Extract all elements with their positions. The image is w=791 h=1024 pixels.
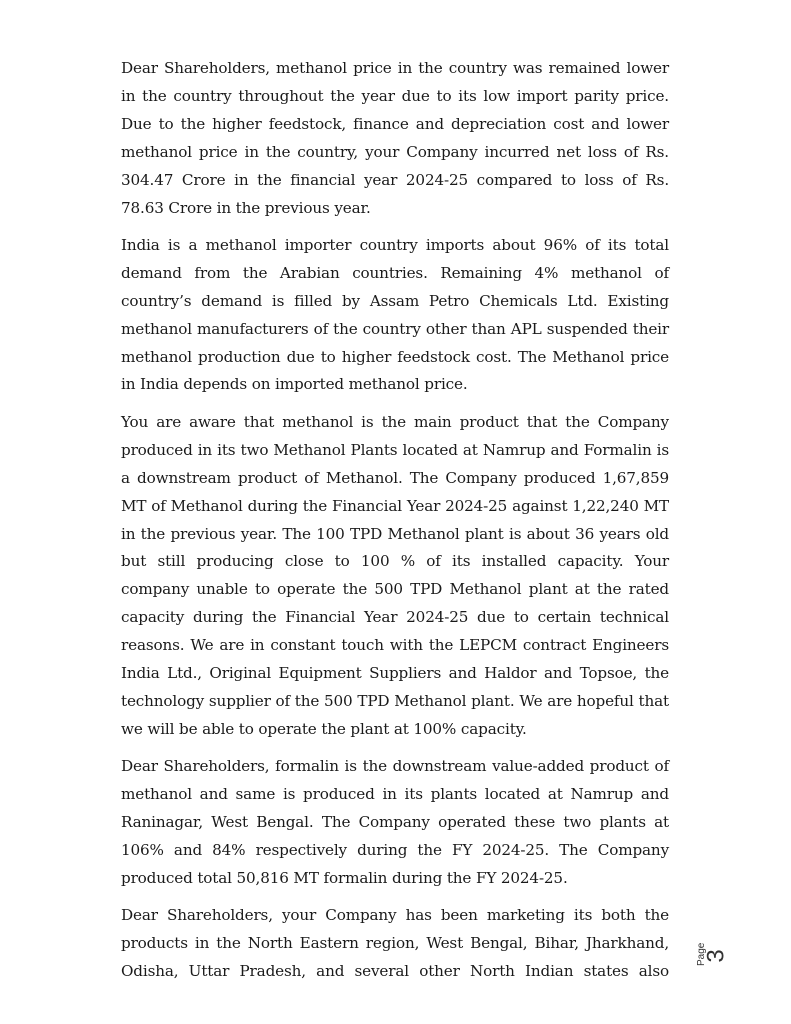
page-label: Page [696,942,707,966]
paragraph-formalin-production: Dear Shareholders, formalin is the downstream value-added product of methanol and same is produced in its plants located at Namrup and Raninagar, West Bengal. The Company operated these two plants at 106% and 84% respectively during the FY 2024-25. The Company produced total 50,816 MT formalin during the FY 2024-25. [121,757,669,887]
paragraph-methanol-imports: India is a methanol importer country imports about 96% of its total demand from the Arabian countries. Remaining 4% methanol of country’s demand is filled by Assam Petro Chemicals Ltd. Existing methanol manufacturers of the country other than APL suspended their methanol production due to higher feedstock cost. The Methanol price in India depends on imported methanol price. [121,235,669,394]
paragraph-net-loss: Dear Shareholders, methanol price in the country was remained lower in the country throughout the year due to its low import parity price. Due to the higher feedstock, finance and depreciation cost and lower methanol price in the country, your Company incurred net loss of Rs. 304.47 Crore in the financial year 2024-25 compared to loss of Rs. 78.63 Crore in the previous year. [121,59,669,217]
paragraph-marketing: Dear Shareholders, your Company has been marketing its both the products in the North Eastern region, West Bengal, Bihar, Jharkhand, Odisha, Uttar Pradesh, and several other North Indian states also [121,906,669,981]
document-body [121,55,669,996]
paragraph-methanol-production: You are aware that methanol is the main product that the Company produced in its two Methanol Plants located at Namrup and Formalin is a downstream product of Methanol. The Company produced 1,67,859 MT of Methanol during the Financial Year 2024-25 against 1,22,240 MT in the previous year. The 100 TPD Methanol plant is about 36 years old but still producing close to 100 % of its installed capacity. Your company unable to operate the 500 TPD Methanol plant at the rated capacity during the Financial Year 2024-25 due to certain technical reasons. We are in constant touch with the LEPCM contract Engineers India Ltd., Original Equipment Suppliers and Haldor and Topsoe, the technology supplier of the 500 TPD Methanol plant. We are hopeful that we will be able to operate the plant at 100% capacity. [121,412,669,738]
page-number-marker [696,940,732,990]
page-number: 3 [702,949,730,963]
